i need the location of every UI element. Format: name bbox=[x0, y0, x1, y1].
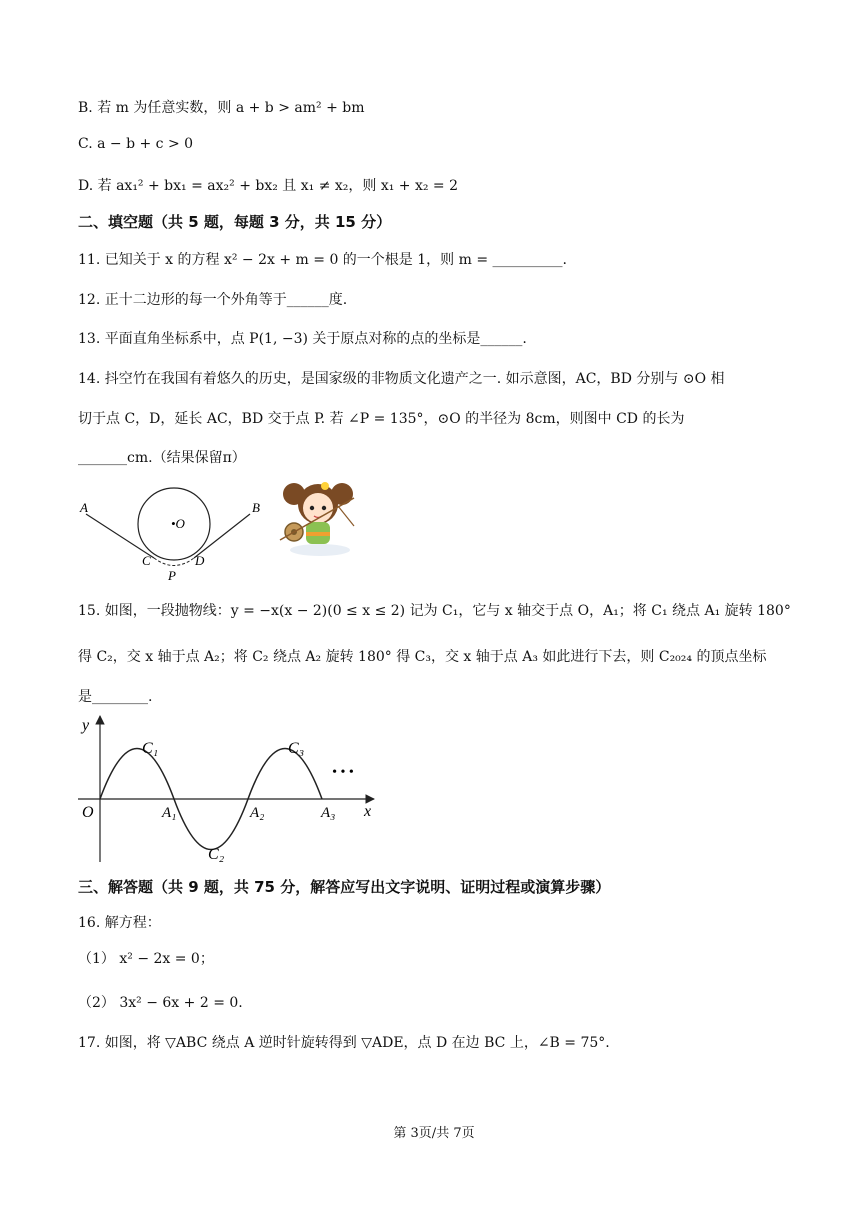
continuation-dots: • • • bbox=[332, 765, 354, 780]
figure-14-diagram bbox=[74, 478, 274, 588]
label-C2: C₂ bbox=[208, 846, 225, 863]
origin-label: O bbox=[82, 804, 94, 821]
question-16-part1: （1） x² − 2x = 0； bbox=[78, 951, 214, 967]
page-footer: 第 3页/共 7页 bbox=[393, 1126, 475, 1141]
label-C3: C₃ bbox=[288, 740, 305, 757]
section-fill-in-heading: 二、填空题（共 5 题，每题 3 分，共 15 分） bbox=[78, 213, 392, 231]
label-B: B bbox=[252, 500, 260, 515]
label-D: D bbox=[195, 553, 205, 568]
question-12: 12. 正十二边形的每一个外角等于______度. bbox=[78, 292, 348, 308]
question-17: 17. 如图，将 ▽ABC 绕点 A 逆时针旋转得到 ▽ADE，点 D 在边 BC 上，∠B = 75°. bbox=[78, 1035, 610, 1051]
question-14-line2: 切于点 C，D，延长 AC，BD 交于点 P. 若 ∠P = 135°，⊙O 的半径为 8cm，则图中 CD 的长为 bbox=[78, 411, 685, 427]
label-A1: A₁ bbox=[162, 805, 177, 821]
question-16-title: 16. 解方程： bbox=[78, 915, 161, 931]
label-C: C bbox=[142, 553, 151, 568]
axis-label-x: x bbox=[364, 803, 372, 820]
girl-playing-diabolo-illustration bbox=[268, 470, 363, 560]
question-15-line3: 是________. bbox=[78, 689, 153, 705]
label-A3: A₃ bbox=[321, 805, 336, 821]
option-c: C. a − b + c > 0 bbox=[78, 136, 194, 152]
option-b: B. 若 m 为任意实数，则 a + b > am² + bm bbox=[78, 100, 365, 116]
label-A2: A₂ bbox=[250, 805, 265, 821]
question-14-line3: _______cm.（结果保留π） bbox=[78, 450, 246, 466]
section-solve-heading: 三、解答题（共 9 题，共 75 分，解答应写出文字说明、证明过程或演算步骤） bbox=[78, 878, 611, 896]
figure-15-parabola-chain bbox=[76, 710, 386, 870]
option-d: D. 若 ax₁² + bx₁ = ax₂² + bx₂ 且 x₁ ≠ x₂，则 x₁ + x₂ = 2 bbox=[78, 178, 459, 194]
question-16-part2: （2） 3x² − 6x + 2 = 0. bbox=[78, 995, 243, 1011]
question-14-line1: 14. 抖空竹在我国有着悠久的历史，是国家级的非物质文化遗产之一. 如示意图，AC，BD 分别与 ⊙O 相 bbox=[78, 371, 725, 387]
axis-label-y: y bbox=[82, 717, 90, 734]
label-O: •O bbox=[171, 516, 185, 531]
label-P: P bbox=[168, 568, 176, 583]
question-15-line2: 得 C₂，交 x 轴于点 A₂；将 C₂ 绕点 A₂ 旋转 180° 得 C₃，交 x 轴于点 A₃ 如此进行下去，则 C₂₀₂₄ 的顶点坐标 bbox=[78, 649, 767, 665]
label-A: A bbox=[80, 500, 88, 515]
question-11: 11. 已知关于 x 的方程 x² − 2x + m = 0 的一个根是 1，则 m = __________. bbox=[78, 252, 567, 268]
label-C1: C₁ bbox=[142, 740, 159, 757]
question-13: 13. 平面直角坐标系中，点 P(1, −3) 关于原点对称的点的坐标是______. bbox=[78, 331, 527, 347]
question-15-line1: 15. 如图，一段抛物线：y = −x(x − 2)(0 ≤ x ≤ 2) 记为 C₁，它与 x 轴交于点 O，A₁；将 C₁ 绕点 A₁ 旋转 180° bbox=[78, 603, 791, 619]
